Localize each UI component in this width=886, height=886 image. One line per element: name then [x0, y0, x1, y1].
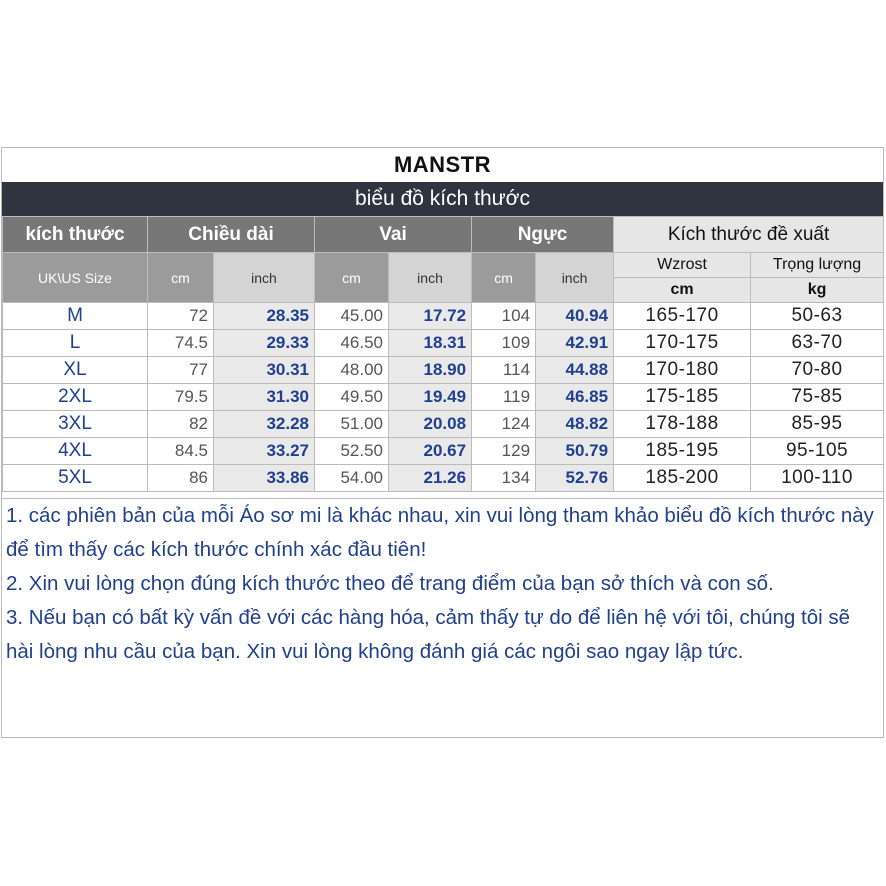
length-inch-cell: 29.33 [214, 330, 315, 357]
table-row [3, 330, 884, 357]
weight-cell: 50-63 [751, 303, 884, 330]
subheader-chest-inch: inch [536, 253, 614, 303]
length-cm-cell: 79.5 [148, 384, 214, 411]
height-cell: 175-185 [614, 384, 751, 411]
shoulder-inch-cell: 18.90 [389, 357, 472, 384]
size-cell: L [3, 330, 148, 357]
height-cell: 185-195 [614, 438, 751, 465]
subheader-weight: Trọng lượng [751, 253, 884, 278]
height-cell: 170-175 [614, 330, 751, 357]
height-cell: 170-180 [614, 357, 751, 384]
chest-inch-cell: 42.91 [536, 330, 614, 357]
size-cell: 5XL [3, 465, 148, 492]
chest-cm-cell: 119 [472, 384, 536, 411]
header-size: kích thước [3, 217, 148, 253]
header-recommended: Kích thước đề xuất [614, 217, 884, 253]
length-inch-cell: 33.86 [214, 465, 315, 492]
size-cell: M [3, 303, 148, 330]
chest-inch-cell: 46.85 [536, 384, 614, 411]
length-cm-cell: 77 [148, 357, 214, 384]
table-row [3, 357, 884, 384]
shoulder-cm-cell: 49.50 [315, 384, 389, 411]
shoulder-cm-cell: 48.00 [315, 357, 389, 384]
length-cm-cell: 74.5 [148, 330, 214, 357]
subheader-length-cm: cm [148, 253, 214, 303]
height-cell: 165-170 [614, 303, 751, 330]
table-row [3, 465, 884, 492]
chest-inch-cell: 50.79 [536, 438, 614, 465]
subheader-shoulder-cm: cm [315, 253, 389, 303]
length-inch-cell: 32.28 [214, 411, 315, 438]
weight-cell: 63-70 [751, 330, 884, 357]
header-chest: Ngực [472, 217, 614, 253]
subheader-height: Wzrost [614, 253, 751, 278]
note-2: 2. Xin vui lòng chọn đúng kích thước theo để trang điểm của bạn sở thích và con số. [6, 572, 774, 595]
chest-cm-cell: 104 [472, 303, 536, 330]
chest-cm-cell: 109 [472, 330, 536, 357]
weight-cell: 85-95 [751, 411, 884, 438]
size-cell: 4XL [3, 438, 148, 465]
chest-cm-cell: 124 [472, 411, 536, 438]
shoulder-cm-cell: 46.50 [315, 330, 389, 357]
table-row [3, 303, 884, 330]
note-3: 3. Nếu bạn có bất kỳ vấn đề với các hàng hóa, cảm thấy tự do để liên hệ với tôi, chúng tôi sẽ hài lòng nhu cầu của bạn. Xin vui lòng không đánh giá các ngôi sao ngay lập tức. [6, 606, 851, 663]
length-cm-cell: 72 [148, 303, 214, 330]
shoulder-cm-cell: 45.00 [315, 303, 389, 330]
subheader-weight-unit: kg [751, 278, 884, 303]
table-row [3, 384, 884, 411]
note-1: 1. các phiên bản của mỗi Áo sơ mi là khác nhau, xin vui lòng tham khảo biểu đồ kích thước này để tìm thấy các kích thước chính xác đầu tiên! [6, 504, 874, 561]
subheader-chest-cm: cm [472, 253, 536, 303]
brand-title: MANSTR [393, 152, 492, 177]
length-inch-cell: 28.35 [214, 303, 315, 330]
length-cm-cell: 82 [148, 411, 214, 438]
chest-inch-cell: 48.82 [536, 411, 614, 438]
table-row [3, 411, 884, 438]
chest-cm-cell: 114 [472, 357, 536, 384]
shoulder-cm-cell: 54.00 [315, 465, 389, 492]
chart-banner: biểu đồ kích thước [2, 182, 883, 216]
shoulder-inch-cell: 20.08 [389, 411, 472, 438]
shoulder-inch-cell: 18.31 [389, 330, 472, 357]
size-cell: 2XL [3, 384, 148, 411]
chest-cm-cell: 134 [472, 465, 536, 492]
shoulder-inch-cell: 17.72 [389, 303, 472, 330]
shoulder-inch-cell: 20.67 [389, 438, 472, 465]
size-table [2, 216, 884, 492]
weight-cell: 70-80 [751, 357, 884, 384]
weight-cell: 75-85 [751, 384, 884, 411]
length-cm-cell: 86 [148, 465, 214, 492]
height-cell: 185-200 [614, 465, 751, 492]
chest-cm-cell: 129 [472, 438, 536, 465]
subheader-length-inch: inch [214, 253, 315, 303]
notes-section [2, 498, 883, 669]
size-chart [1, 147, 884, 738]
length-inch-cell: 30.31 [214, 357, 315, 384]
length-inch-cell: 31.30 [214, 384, 315, 411]
length-inch-cell: 33.27 [214, 438, 315, 465]
height-cell: 178-188 [614, 411, 751, 438]
subheader-shoulder-inch: inch [389, 253, 472, 303]
chest-inch-cell: 52.76 [536, 465, 614, 492]
weight-cell: 100-110 [751, 465, 884, 492]
size-cell: XL [3, 357, 148, 384]
size-cell: 3XL [3, 411, 148, 438]
table-row [3, 438, 884, 465]
subheader-size: UK\US Size [3, 253, 148, 303]
subheader-height-unit: cm [614, 278, 751, 303]
weight-cell: 95-105 [751, 438, 884, 465]
shoulder-inch-cell: 21.26 [389, 465, 472, 492]
chest-inch-cell: 44.88 [536, 357, 614, 384]
shoulder-cm-cell: 51.00 [315, 411, 389, 438]
shoulder-cm-cell: 52.50 [315, 438, 389, 465]
shoulder-inch-cell: 19.49 [389, 384, 472, 411]
header-shoulder: Vai [315, 217, 472, 253]
header-length: Chiều dài [148, 217, 315, 253]
length-cm-cell: 84.5 [148, 438, 214, 465]
chest-inch-cell: 40.94 [536, 303, 614, 330]
